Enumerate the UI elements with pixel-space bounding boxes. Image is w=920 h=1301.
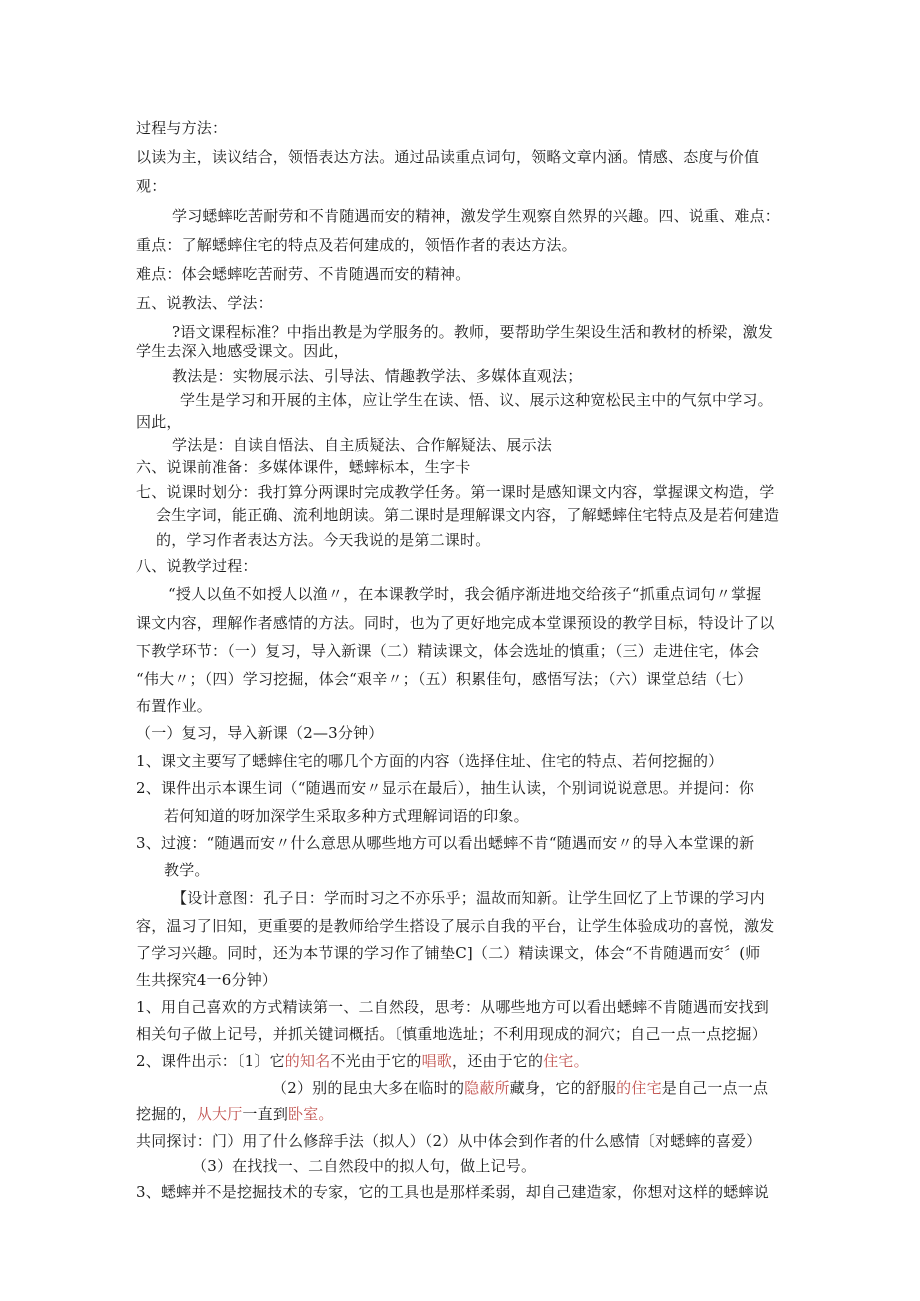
text-line: 教法是：实物展示法、引导法、情趣教学法、多媒体直观法； (172, 367, 583, 385)
line-segment: 2、课件出示：〔1〕它 (136, 1052, 285, 1070)
line-segment: （2）别的昆虫大多在临时的 (272, 1079, 465, 1097)
text-line (272, 1078, 768, 1098)
highlight-text: 从大厅 (196, 1105, 243, 1123)
text-line: 布置作业。 (136, 697, 213, 715)
list-item: 2、课件出示本课生词（“随遇而安〃显示在最后），抽生认读，个别词说说意思。并提问：你 (136, 779, 755, 797)
text-line: 若何知道的呀加深学生采取多种方式理解词语的印象。 (164, 807, 529, 825)
text-line: 容，温习了旧知，更重要的是教师给学生搭设了展示自我的平台，让学生体验成功的喜悦，激发 (136, 917, 775, 935)
text-line: 的，学习作者表达方法。今天我说的是第二课时。 (156, 531, 491, 549)
list-item: 3、过渡：“随遇而安〃什么意思从哪些地方可以看出蟋蟀不肯“随遇而安〃的导入本堂课的新 (136, 834, 755, 852)
highlight-text: 隐蔽所 (464, 1079, 510, 1097)
line-segment: 一直到 (242, 1105, 289, 1123)
section-heading: 七、说课时划分：我打算分两课时完成教学任务。第一课时是感知课文内容，掌握课文构造，学 (136, 483, 775, 501)
subsection-heading: （一）复习，导入新课（2—3分钟） (136, 724, 384, 742)
text-line: 过程与方法： (136, 119, 228, 137)
text-line: 观： (136, 177, 167, 195)
text-line: 教学。 (164, 861, 210, 879)
list-item: 1、课文主要写了蟋蟀住宅的哪几个方面的内容（选择住址、住宅的特点、若何挖掘的） (136, 752, 724, 770)
line-segment: 藏身，它的舒服 (509, 1079, 617, 1097)
text-line: 因此， (136, 413, 182, 431)
line-segment: ，还由于它的 (452, 1052, 544, 1070)
list-item: 1、用自己喜欢的方式精读第一、二自然段，思考：从哪些地方可以看出蟋蟀不肯随遇而安找到 (136, 998, 769, 1016)
list-item (136, 1051, 589, 1071)
line-segment: 是自己一点一点 (661, 1079, 769, 1097)
text-line: “授人以鱼不如授人以渔〃，在本课教学时，我会循序渐进地交给孩子“抓重点词句〃掌握 (168, 585, 762, 603)
highlight-text: 唱歌 (421, 1052, 453, 1070)
text-line: 相关句子做上记号，并抓关键词概括。〔慎重地选址；不利用现成的洞穴；自己一点一点挖掘） (136, 1025, 767, 1043)
highlight-text: 的住宅 (616, 1079, 662, 1097)
text-line: 生共探究4一6分钟） (136, 971, 278, 989)
list-item: 3、蟋蟀并不是挖掘技术的专家，它的工具也是那样柔弱，却自己建造家，你想对这样的蟋蟀说 (136, 1183, 769, 1201)
text-line: “伟大〃；（四）学习挖掘，体会“艰辛〃；（五）积累佳句，感悟写法；（六）课堂总结（七） (136, 670, 753, 688)
line-segment: 挖掘的， (136, 1105, 197, 1123)
text-line: 重点：了解蟋蟀住宅的特点及若何建成的，领悟作者的表达方法。 (136, 236, 577, 254)
highlight-text: 的知名 (284, 1052, 331, 1070)
highlight-text: 卧室。 (288, 1105, 334, 1123)
highlight-text: 住宅。 (543, 1052, 589, 1070)
text-line: 课文内容，理解作者感情的方法。同时，也为了更好地完成本堂课预设的教学目标，特设计了以 (136, 614, 775, 632)
text-line: 学习蟋蟀吃苦耐劳和不肯随遇而安的精神，激发学生观察自然界的兴趣。四、说重、难点： (172, 207, 781, 225)
line-segment: 不光由于它的 (330, 1052, 422, 1070)
section-heading: 六、说课前准备：多媒体课件，蟋蟀标本，生字卡 (136, 458, 471, 476)
text-line (136, 1104, 334, 1124)
text-line: 难点：体会蟋蟀吃苦耐劳、不肯随遇而安的精神。 (136, 265, 471, 283)
section-heading: 五、说教法、学法： (136, 294, 273, 312)
text-line: ?语文课程标准？中指出教是为学服务的。教师，要帮助学生架设生活和教材的桥梁，激发 (172, 323, 774, 341)
text-line: 学法是：自读自悟法、自主质疑法、合作解疑法、展示法 (172, 436, 553, 454)
section-heading: 八、说教学过程： (136, 557, 258, 575)
text-line: 共同探讨：门）用了什么修辞手法（拟人）（2）从中体会到作者的什么感情〔对蟋蟀的喜爱） (136, 1132, 762, 1150)
text-line: （3）在找找一、二自然段中的拟人句，做上记号。 (192, 1157, 537, 1175)
text-line: 以读为主，读议结合，领悟表达方法。通过品读重点词句，领略文章内涵。情感、态度与价值 (136, 148, 760, 166)
text-line: 会生字词，能正确、流利地朗读。第二课时是理解课文内容，了解蟋蟀住宅特点及是若何建造 (156, 506, 780, 524)
text-line: 学生是学习和开展的主体，应让学生在读、悟、议、展示这种宽松民主中的气氛中学习。 (180, 391, 773, 409)
text-line: 【设计意图：孔子日：学而时习之不亦乐乎；温故而知新。让学生回忆了上节课的学习内 (172, 889, 765, 907)
text-line: 了学习兴趣。同时，还为本节课的学习作了铺垫C]（二）精读课文，体会“不肯随遇而安〞(师 (136, 944, 761, 962)
text-line: 下教学环节：（一）复习，导入新课（二）精读课文，体会选址的慎重；（三）走进住宅，体会 (136, 642, 760, 660)
text-line: 学生去深入地感受课文。因此， (136, 342, 349, 360)
